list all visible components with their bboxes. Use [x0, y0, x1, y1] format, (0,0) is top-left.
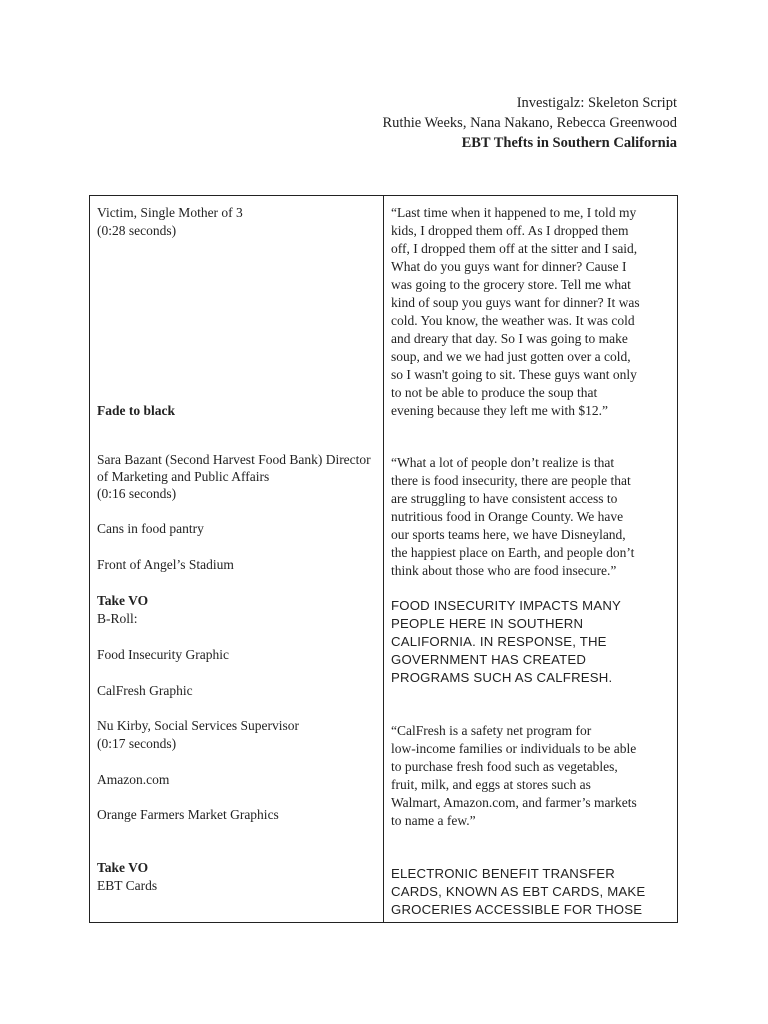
bazant-quote-line: nutritious food in Orange County. We have	[391, 509, 624, 524]
victim-quote-line: evening because they left me with $12.”	[391, 403, 609, 418]
victim-quote-line: so I wasn't going to sit. These guys want only	[391, 367, 637, 382]
broll-label: B-Roll:	[97, 611, 138, 626]
bazant-duration: (0:16 seconds)	[97, 486, 177, 501]
kirby-duration: (0:17 seconds)	[97, 736, 177, 751]
kirby-quote-line: to purchase fresh food such as vegetables,	[391, 759, 618, 774]
document-header	[383, 93, 678, 153]
fade-to-black: Fade to black	[97, 403, 176, 418]
calfresh-graphic: CalFresh Graphic	[97, 683, 193, 698]
bazant-label-line1: Sara Bazant (Second Harvest Food Bank) Director	[97, 452, 371, 467]
kirby-quote-line: Walmart, Amazon.com, and farmer’s markets	[391, 795, 637, 810]
orange-market-graphics: Orange Farmers Market Graphics	[97, 807, 279, 822]
ebt-cards-shot: EBT Cards	[97, 878, 158, 893]
voiceover-line: CALIFORNIA. IN RESPONSE, THE	[391, 634, 607, 649]
victim-quote-line: to not be able to produce the soup that	[391, 385, 598, 400]
kirby-quote-line: low-income families or individuals to be able	[391, 741, 637, 756]
voiceover-line: PEOPLE HERE IN SOUTHERN	[391, 616, 584, 631]
authors: Ruthie Weeks, Nana Nakano, Rebecca Greenwood	[382, 115, 677, 131]
bazant-quote-line: our sports teams here, we have Disneyland,	[391, 527, 626, 542]
kirby-quote-line: to name a few.”	[391, 813, 476, 828]
take-vo-label: Take VO	[97, 860, 149, 875]
victim-quote-line: cold. You know, the weather was. It was cold	[391, 313, 635, 328]
kirby-label: Nu Kirby, Social Services Supervisor	[97, 718, 299, 733]
kirby-quote-line: fruit, milk, and eggs at stores such as	[391, 777, 591, 792]
bazant-label-line2: of Marketing and Public Affairs	[97, 469, 270, 484]
victim-label: Victim, Single Mother of 3	[97, 205, 243, 220]
voiceover-line: GROCERIES ACCESSIBLE FOR THOSE	[391, 902, 643, 917]
victim-quote-line: kids, I dropped them off. As I dropped them	[391, 223, 629, 238]
victim-quote-line: off, I dropped them off at the sitter and I said,	[391, 241, 638, 256]
voiceover-line: CARDS, KNOWN AS EBT CARDS, MAKE	[391, 884, 646, 899]
victim-quote-line: and dreary that day. So I was going to make	[391, 331, 628, 346]
amazon-shot: Amazon.com	[97, 772, 170, 787]
voiceover-line: PROGRAMS SUCH AS CALFRESH.	[391, 670, 613, 685]
stadium-shot: Front of Angel’s Stadium	[97, 557, 234, 572]
victim-quote-line: “Last time when it happened to me, I told my	[391, 205, 637, 220]
victim-quote-line: soup, and we we had just gotten over a cold,	[391, 349, 631, 364]
script-subtitle: Investigalz: Skeleton Script	[516, 95, 677, 111]
cans-shot: Cans in food pantry	[97, 521, 204, 536]
food-insecurity-graphic: Food Insecurity Graphic	[97, 647, 229, 662]
voiceover-line: FOOD INSECURITY IMPACTS MANY	[391, 598, 622, 613]
bazant-quote-line: there is food insecurity, there are people that	[391, 473, 631, 488]
bazant-quote-line: “What a lot of people don’t realize is that	[391, 455, 615, 470]
voiceover-line: GOVERNMENT HAS CREATED	[391, 652, 587, 667]
take-vo-label: Take VO	[97, 593, 149, 608]
bazant-quote-line: are struggling to have consistent access to	[391, 491, 618, 506]
document-title: EBT Thefts in Southern California	[461, 135, 677, 151]
victim-quote-line: was going to the grocery store. Tell me what	[391, 277, 631, 292]
victim-quote-line: kind of soup you guys want for dinner? It was	[391, 295, 640, 310]
bazant-quote-line: think about those who are food insecure.”	[391, 563, 617, 578]
kirby-quote-line: “CalFresh is a safety net program for	[391, 723, 592, 738]
voiceover-line: ELECTRONIC BENEFIT TRANSFER	[391, 866, 616, 881]
script-table	[89, 195, 678, 923]
bazant-quote-line: the happiest place on Earth, and people don’t	[391, 545, 635, 560]
victim-duration: (0:28 seconds)	[97, 223, 177, 238]
column-divider	[383, 196, 384, 922]
victim-quote-line: What do you guys want for dinner? Cause I	[391, 259, 627, 274]
